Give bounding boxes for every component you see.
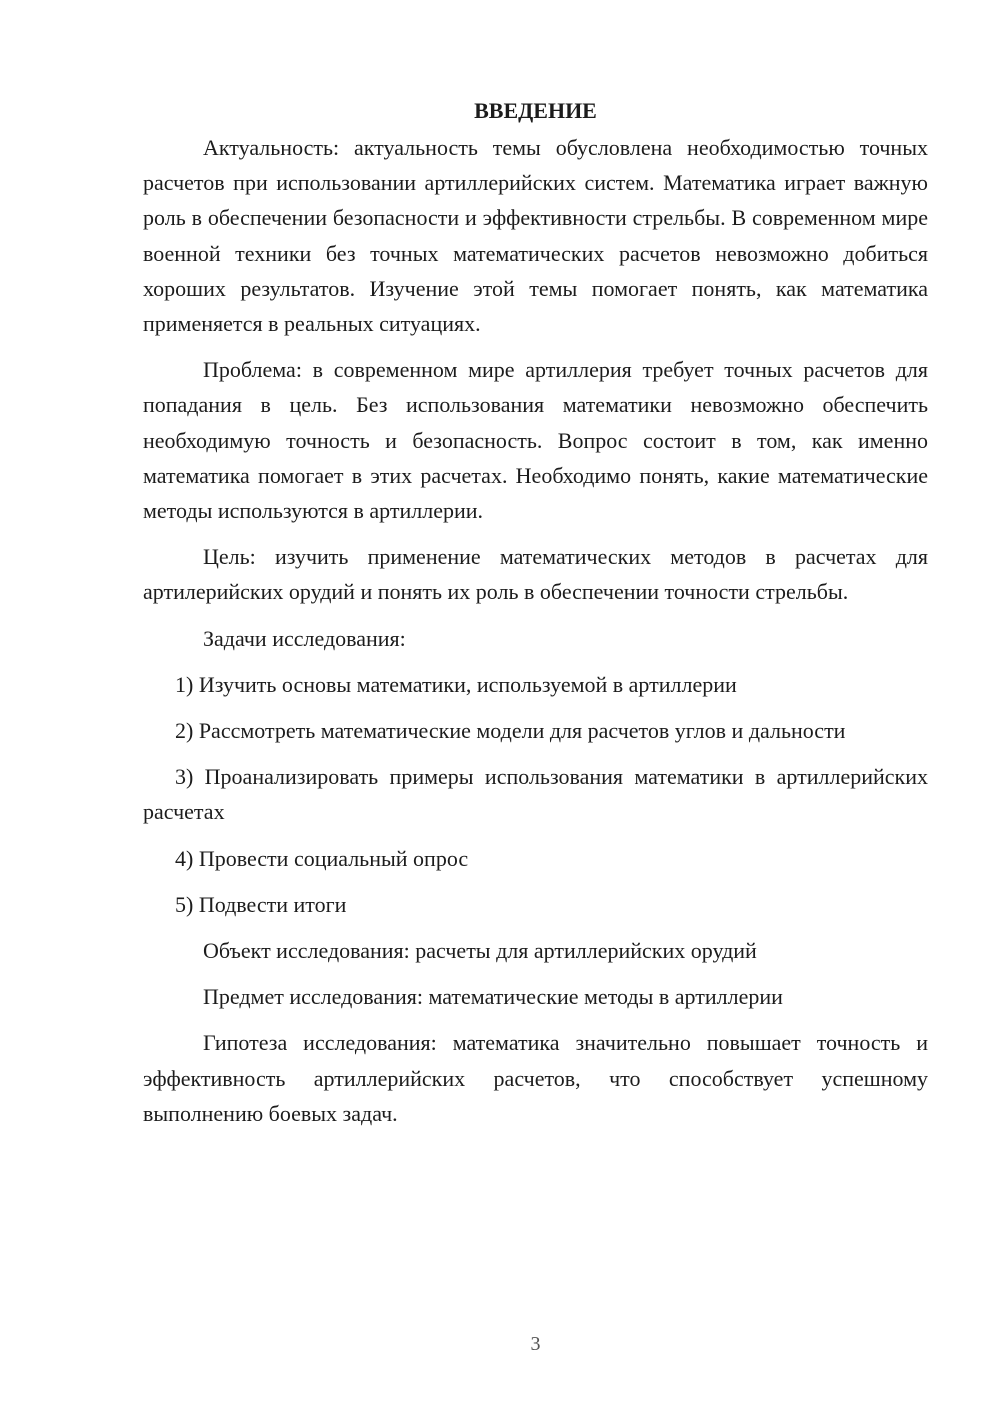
paragraph-subject: Предмет исследования: математические методы в артиллерии [203,984,783,1010]
page-number: 3 [530,1333,541,1355]
task-item-2: 2) Рассмотреть математические модели для расчетов углов и дальности [175,718,846,744]
paragraph-hypothesis: Гипотеза исследования: математика значительно повышает точность и эффективность артиллерийских расчетов, что способствует успешному выполнению боевых задач. [143,1030,928,1126]
task-item-3: 3) Проанализировать примеры использования математики в артиллерийских расчетах [143,764,928,825]
paragraph-object: Объект исследования: расчеты для артиллерийских орудий [203,938,757,964]
document-page [143,93,928,1142]
tasks-heading: Задачи исследования: [203,625,406,651]
paragraph-goal: Цель: изучить применение математических методов в расчетах для артилерийских орудий и понять их роль в обеспечении точности стрельбы. [143,544,928,605]
task-item-4: 4) Провести социальный опрос [175,845,469,871]
page-title: ВВЕДЕНИЕ [474,98,597,123]
paragraph-relevance: Актуальность: актуальность темы обусловлена необходимостью точных расчетов при использовании артиллерийских систем. Математика играет важную роль в обеспечении безопасности и эффективности стрельбы. В современном мире военной техники без точных математических расчетов невозможно добиться хороших результатов. Изучение этой темы помогает понять, как математика применяется в реальных ситуациях. [143,135,928,337]
task-item-1: 1) Изучить основы математики, используемой в артиллерии [175,671,737,697]
paragraph-problem: Проблема: в современном мире артиллерия требует точных расчетов для попадания в цель. Без использования математики невозможно обеспечить необходимую точность и безопасность. Вопрос состоит в том, как именно математика помогает в этих расчетах. Необходимо понять, какие математические методы используются в артиллерии. [143,357,928,524]
task-item-5: 5) Подвести итоги [175,891,347,917]
